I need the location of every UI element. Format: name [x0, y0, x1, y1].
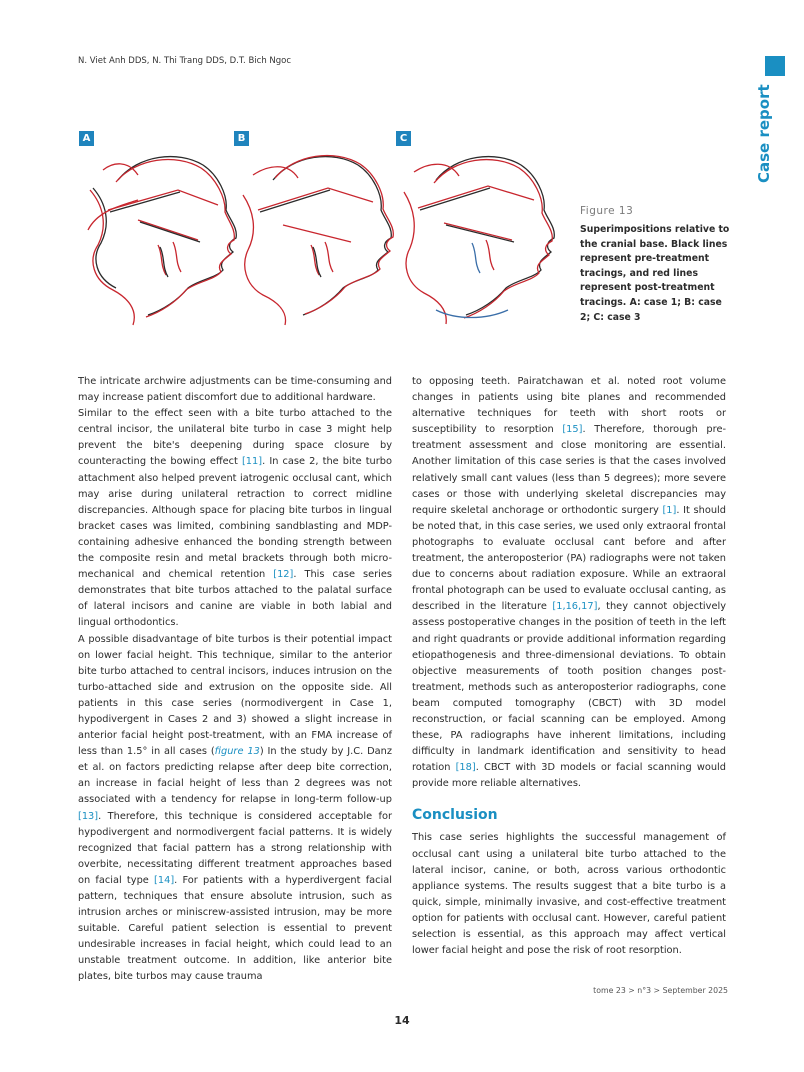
- reference-link[interactable]: [1,16,17]: [552, 601, 598, 613]
- paragraph: A possible disadvantage of bite turbos is their potential impact on lower facial height. This technique, similar to the anterior bite turbo attached to central incisors, induces intrusion on the turbo-attached side and extrusion on the opposite side. All patients in this case series (normodivergent in Case 1, hypodivergent in Cases 2 and 3) showed a slight increase in anterior facial height post-treatment, with an FMA increase of less than 1.5° in all cases (figure 13) In the study by J.C. Danz et al. on factors predicting relapse after deep bite correction, an increase in facial height of less than 2 degrees was not associated with a tendency for relapse in long-term follow-up [13]. Therefore, this technique is considered acceptable for hypodivergent and normodivergent facial patterns. It is widely recognized that facial pattern has a strong relationship with overbite, necessitating different treatment approaches based on facial type [14]. For patients with a hyperdivergent facial pattern, techniques that ensure absolute intrusion, such as intrusion arches or miniscrew-assisted intrusion, may be more suitable. Careful patient selection is essential to prevent undesirable increases in facial height, which could lead to an unstable treatment outcome. In addition, like anterior bite plates, bite turbos may cause trauma: [78, 633, 392, 983]
- tracing-panel-c: [404, 157, 554, 324]
- figure-label: Figure 13: [580, 205, 634, 217]
- paragraph: The intricate archwire adjustments can be time-consuming and may increase patient discomfort due to additional hardware.: [78, 376, 392, 404]
- body-column-left: [78, 374, 392, 986]
- reference-link[interactable]: [14]: [154, 874, 175, 886]
- section-color-tab: [765, 56, 785, 76]
- conclusion-heading: Conclusion: [412, 807, 498, 824]
- tracing-panel-b: [243, 156, 393, 325]
- reference-link[interactable]: [18]: [455, 762, 476, 774]
- running-header-authors: N. Viet Anh DDS, N. Thi Trang DDS, D.T. Bich Ngoc: [78, 56, 292, 66]
- reference-link[interactable]: [13]: [78, 810, 99, 822]
- body-column-right: [412, 374, 726, 959]
- reference-link[interactable]: [1]: [662, 504, 677, 516]
- reference-link[interactable]: [15]: [562, 424, 583, 436]
- paragraph: to opposing teeth. Pairatchawan et al. noted root volume changes in patients using bite planes and recommended alternative techniques for teeth with short roots or susceptibility to resorption [15]. Therefore, thorough pre-treatment assessment and close monitoring are essential. Another limitation of this case series is that the cases involved relatively small cant values (less than 5 degrees); more severe cases or those with underlying skeletal discrepancies may require skeletal anchorage or orthodontic surgery [1]. It should be noted that, in this case series, we used only extraoral frontal photographs to evaluate occlusal cant before and after treatment, the anteroposterior (PA) radiographs were not taken due to concerns about radiation exposure. While an extraoral frontal photograph can be used to evaluate occlusal canting, as described in the literature [1,16,17], they cannot objectively assess postoperative changes in the position of teeth in the left and right quadrants or provide additional information regarding etiopathogenesis and three-dimensional deviations. To obtain objective measurements of tooth position changes post-treatment, methods such as anteroposterior radiographs, cone beam computed tomography (CBCT) with 3D model reconstruction, or facial scanning can be employed. Among these, PA radiographs have inherent limitations, including difficulty in landmark identification and sensitivity to head rotation [18]. CBCT with 3D models or facial scanning would provide more reliable alternatives.: [412, 376, 727, 790]
- section-label: Case report: [755, 84, 773, 183]
- reference-link[interactable]: [11]: [241, 456, 263, 468]
- footer-issue-info: tome 23 > n°3 > September 2025: [593, 986, 728, 995]
- cephalometric-superimpositions: [78, 150, 568, 330]
- reference-link[interactable]: [12]: [273, 569, 294, 581]
- figure-caption-text: Superimpositions relative to the cranial base. Black lines represent pre-treatment tracings, and red lines represent post-treatment tracings. A: case 1; B: case 2; C: case 3: [580, 224, 730, 323]
- figure-caption: [580, 205, 730, 325]
- tracing-panel-a: [88, 157, 236, 325]
- figure-link[interactable]: figure 13: [214, 746, 260, 758]
- panel-label-c: C: [396, 131, 411, 146]
- panel-label-a: A: [79, 131, 94, 146]
- panel-label-b: B: [234, 131, 249, 146]
- conclusion-paragraph: This case series highlights the successful management of occlusal cant using a unilateral bite turbo attached to the lateral incisor, canine, or both, across various orthodontic appliance systems. The results suggest that a bite turbo is a quick, simple, minimally invasive, and cost-effective treatment option for patients with occlusal cant. However, careful patient selection is essential, as this approach may affect vertical lower facial height and pose the risk of root resorption.: [412, 832, 726, 957]
- page-number: 14: [394, 1014, 410, 1027]
- paragraph: Similar to the effect seen with a bite turbo attached to the central incisor, the unilateral bite turbo in case 3 might help prevent the bite's deepening during space closure by counteracting the bowing effect [11]. In case 2, the bite turbo attachment also helped prevent iatrogenic occlusal cant, which may arise during unilateral retraction to correct midline discrepancies. Although space for placing bite turbos in lingual bracket cases was limited, combining sandblasting and MDP-containing adhesive enhanced the bonding strength between the composite resin and metal brackets through both micro-mechanical and chemical retention [12]. This case series demonstrates that bite turbos attached to the palatal surface of lateral incisors and canine are viable in both labial and lingual orthodontics.: [78, 408, 392, 629]
